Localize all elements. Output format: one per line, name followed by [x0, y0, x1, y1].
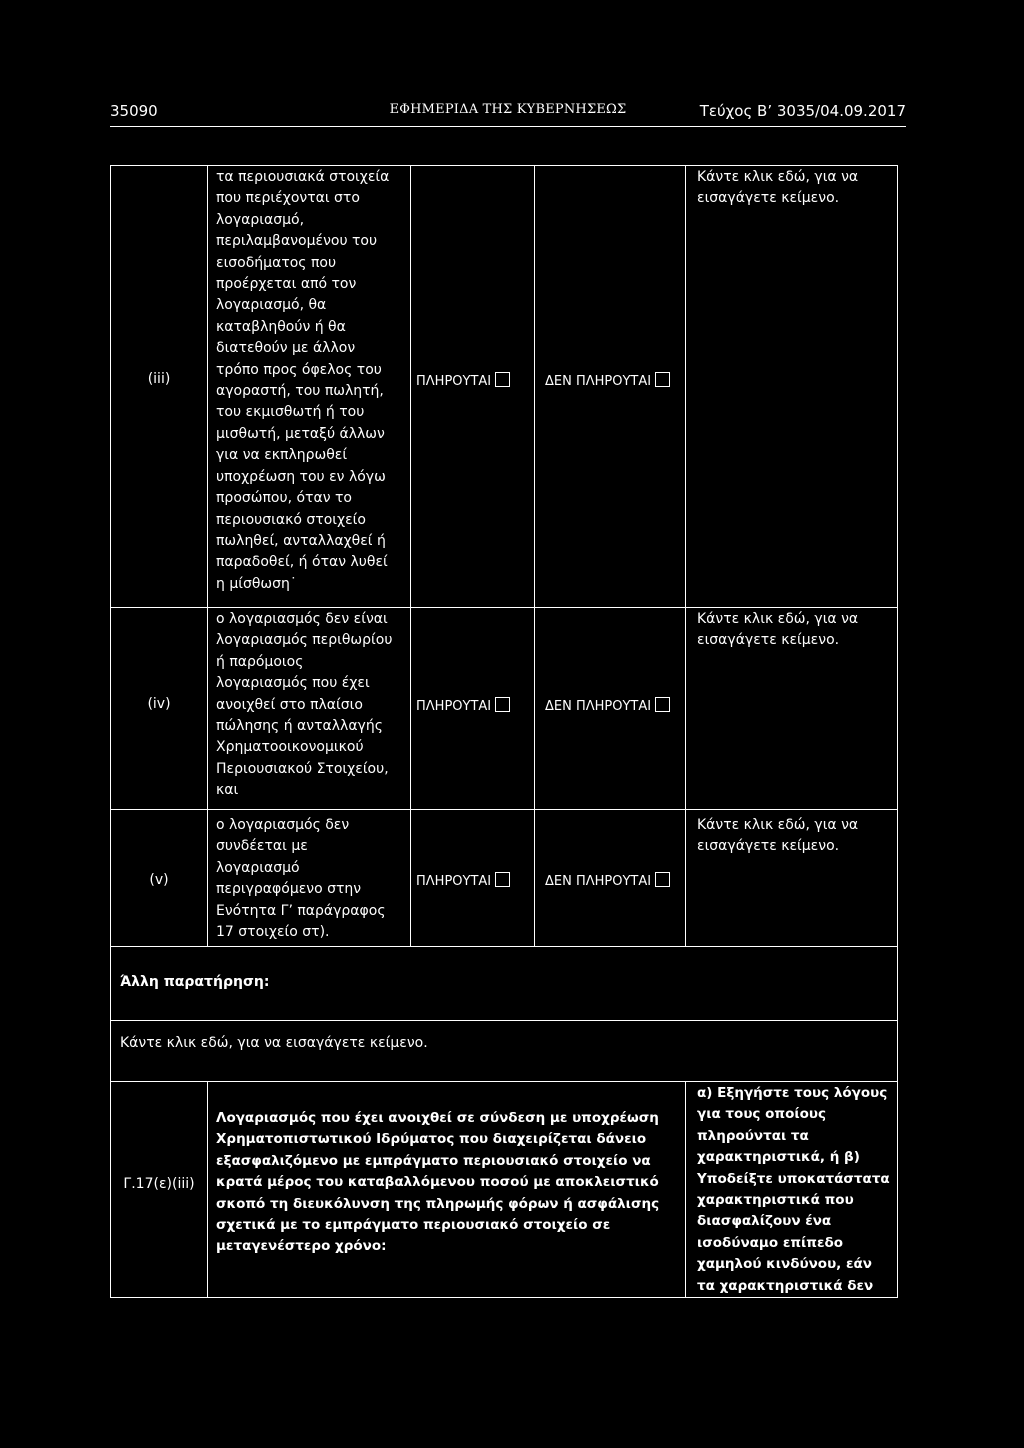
- checkbox-icon[interactable]: [495, 872, 510, 887]
- row-iv-notes-placeholder[interactable]: Κάντε κλικ εδώ, για να εισαγάγετε κείμενο.: [697, 611, 859, 649]
- gazette-title: ΕΦΗΜΕΡΙΔΑ ΤΗΣ ΚΥΒΕΡΝΗΣΕΩΣ: [389, 102, 627, 117]
- checkbox-icon[interactable]: [495, 697, 510, 712]
- row-iii-notes-placeholder[interactable]: Κάντε κλικ εδώ, για να εισαγάγετε κείμενο.: [697, 169, 859, 207]
- section-code: Γ.17(ε)(iii): [123, 1176, 195, 1192]
- row-iii-notes-cell: [685, 165, 898, 608]
- checkbox-icon[interactable]: [495, 372, 510, 387]
- row-iv-not-fulfilled-checkbox[interactable]: ΔΕΝ ΠΛΗΡΟΥΤΑΙ: [545, 697, 670, 714]
- page-header: [110, 100, 906, 127]
- row-number: (iv): [147, 696, 171, 712]
- remark-label: Άλλη παρατήρηση:: [120, 974, 270, 990]
- page-number: 35090: [110, 102, 158, 120]
- checkbox-icon[interactable]: [655, 872, 670, 887]
- row-iii-fulfilled-checkbox[interactable]: ΠΛΗΡΟΥΤΑΙ: [416, 372, 510, 389]
- row-number: (v): [149, 872, 169, 888]
- checkbox-icon[interactable]: [655, 372, 670, 387]
- row-iv-fulfilled-checkbox[interactable]: ΠΛΗΡΟΥΤΑΙ: [416, 697, 510, 714]
- row-v-not-fulfilled-checkbox[interactable]: ΔΕΝ ΠΛΗΡΟΥΤΑΙ: [545, 872, 670, 889]
- row-v-notes-placeholder[interactable]: Κάντε κλικ εδώ, για να εισαγάγετε κείμενο.: [697, 817, 859, 855]
- row-iv-text: ο λογαριασμός δεν είναι λογαριασμός περιθωρίου ή παρόμοιος λογαριασμός που έχει ανοιχθεί στο πλαίσιο πώλησης ή ανταλλαγής Χρηματοοικονομικού Περιουσιακού Στοιχείου, και: [216, 611, 393, 799]
- row-number: (iii): [147, 371, 171, 387]
- section-text: Λογαριασμός που έχει ανοιχθεί σε σύνδεση με υποχρέωση Χρηματοπιστωτικού Ιδρύματος που διαχειρίζεται δάνειο εξασφαλιζόμενο με εμπράγματο περιουσιακό στοιχείο να κρατά μέρος του καταβαλλόμενου ποσού με αποκλειστικό σκοπό τη διευκόλυνση της πληρωμής φόρων ή ασφάλισης σχετικά με το εμπράγματο περιουσιακό στοιχείο σε μεταγενέστερο χρόνο:: [216, 1110, 660, 1255]
- section-note: α) Εξηγήστε τους λόγους για τους οποίους πληρούνται τα χαρακτηριστικά, ή β) Υποδείξτε υποκατάστατα χαρακτηριστικά που διασφαλίζουν ένα ισοδύναμο επίπεδο χαμηλού κινδύνου, εάν τα χαρακτηριστικά δεν: [697, 1085, 890, 1294]
- row-v-fulfilled-checkbox[interactable]: ΠΛΗΡΟΥΤΑΙ: [416, 872, 510, 889]
- checkbox-icon[interactable]: [655, 697, 670, 712]
- row-v-text: ο λογαριασμός δεν συνδέεται με λογαριασμό περιγραφόμενο στην Ενότητα Γ’ παράγραφος 17 στοιχείο στ).: [216, 817, 386, 941]
- row-iii-not-fulfilled-checkbox[interactable]: ΔΕΝ ΠΛΗΡΟΥΤΑΙ: [545, 372, 670, 389]
- row-iii-text: τα περιουσιακά στοιχεία που περιέχονται στο λογαριασμό, περιλαμβανομένου του εισοδήματος που προέρχεται από τον λογαριασμό, θα καταβληθούν ή θα διατεθούν με άλλον τρόπο προς όφελος του αγοραστή, του πωλητή, του εκμισθωτή ή του μισθωτή, μεταξύ άλλων για να εκπληρωθεί υποχρέωση του εν λόγω προσώπου, όταν το περιουσιακό στοιχείο πωληθεί, ανταλλαχθεί ή παραδοθεί, ή όταν λυθεί η μίσθωση˙: [216, 169, 390, 592]
- remark-value-placeholder[interactable]: Κάντε κλικ εδώ, για να εισαγάγετε κείμενο.: [120, 1035, 428, 1051]
- issue-info: Τεύχος Β’ 3035/04.09.2017: [699, 102, 906, 120]
